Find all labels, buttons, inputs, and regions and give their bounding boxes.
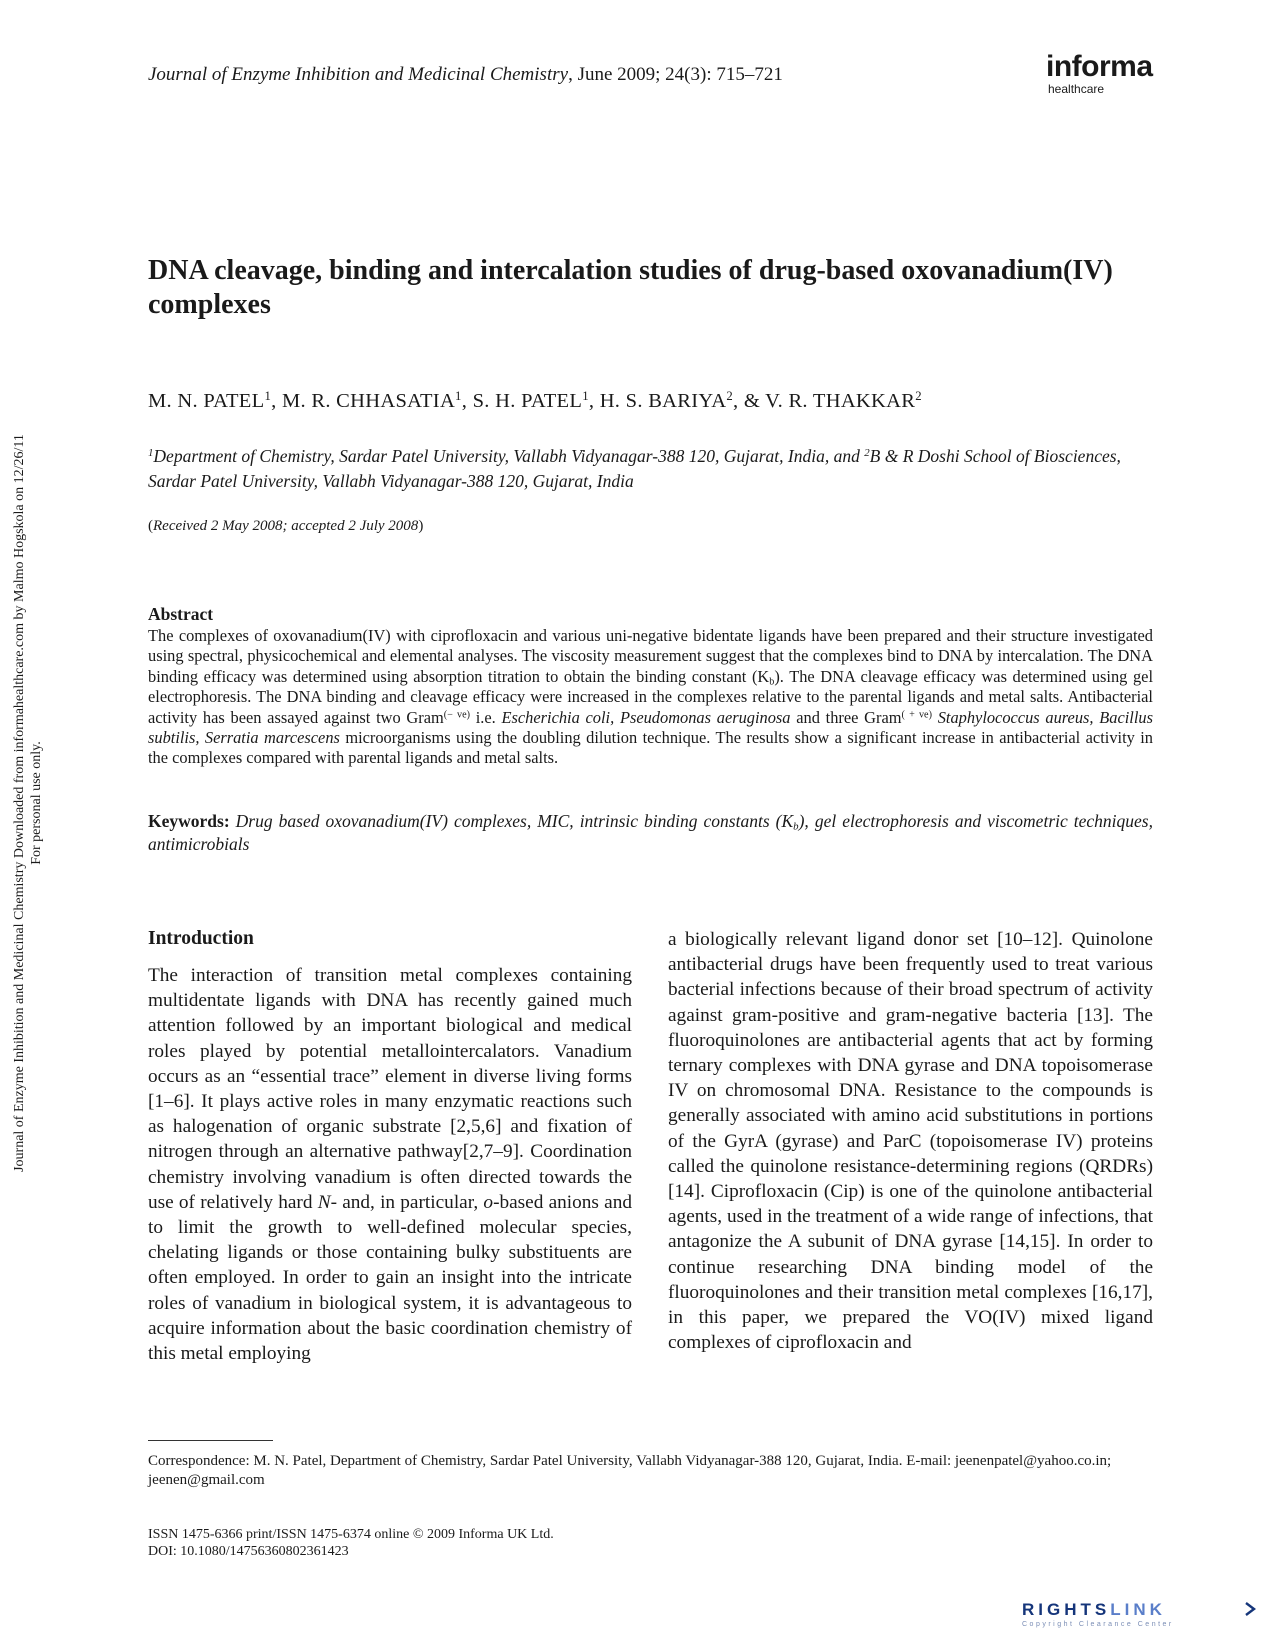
affiliation-text: B & R Doshi School of Biosciences, Sardar Patel University, Vallabh Vidyanagar-388 120, Gujarat, India	[148, 446, 1121, 491]
body-italic: N	[317, 1191, 331, 1213]
correspondence-note: Correspondence: M. N. Patel, Department of Chemistry, Sardar Patel University, Vallabh Vidyanagar-388 120, Gujarat, India. E-mail: jeenenpatel@yahoo.co.in; jeenen@gmail.com	[148, 1453, 1112, 1488]
keywords	[148, 810, 1153, 856]
received-close-paren: )	[418, 518, 424, 534]
informa-healthcare-logo	[1046, 52, 1153, 95]
keywords-text: Drug based oxovanadium(IV) complexes, MIC, intrinsic binding constants (K	[229, 811, 794, 831]
logo-subtitle: healthcare	[1048, 82, 1105, 96]
abstract-superscript: (− ve)	[443, 709, 470, 721]
author-name: M. N. PATEL	[148, 390, 265, 412]
author-separator: ,	[588, 390, 600, 412]
body-text: - and, in particular,	[330, 1191, 484, 1213]
received-dates	[148, 518, 423, 535]
received-open-paren: (	[148, 518, 153, 534]
abstract-heading: Abstract	[148, 604, 214, 624]
author-affiliation-mark: 1	[455, 389, 462, 404]
footnote-rule	[148, 1440, 273, 1441]
author-name: H. S. BARIYA	[599, 390, 727, 412]
abstract-organisms: Escherichia coli, Pseudomonas aeruginosa	[501, 707, 791, 727]
introduction-right-column: a biologically relevant ligand donor set [10–12]. Quinolone antibacterial drugs have been frequently used to treat various bacterial infections because of their broad spectrum of activity against gram-positive and gram-negative bacteria [13]. The fluoroquinolones are antibacterial agents that act by forming ternary complexes with DNA gyrase and DNA topoisomerase IV on chromosomal DNA. Resistance to the compounds is generally associated with amino acid substitutions in portions of the GyrA (gyrase) and ParC (topoisomerase IV) proteins called the quinolone resistance-determining regions (QRDRs) [14]. Ciprofloxacin (Cip) is one of the quinolone antibacterial agents, used in the treatment of a wide range of infections, that antagonize the A subunit of DNA gyrase [14,15]. In order to continue researching DNA binding model of the fluoroquinolones and their transition metal complexes [16,17], in this paper, we prepared the VO(IV) mixed ligand complexes of ciprofloxacin and	[668, 929, 1153, 1354]
journal-name: Journal of Enzyme Inhibition and Medicinal Chemistry	[148, 64, 569, 85]
affiliation-mark: 1	[148, 447, 154, 460]
introduction-heading: Introduction	[148, 928, 254, 949]
author-name: S. H. PATEL	[472, 390, 583, 412]
author-affiliation-mark: 1	[582, 389, 589, 404]
body-text: The interaction of transition metal complexes containing multidentate ligands with DNA has recently gained much attention followed by an important biological and medical roles played by potential metallointercalators. Vanadium occurs as an “essential trace” element in diverse living forms [1–6]. It plays active roles in many enzymatic reactions such as halogenation of organic substrate [2,5,6] and fixation of nitrogen through an alternative pathway[2,7–9]. Coordination chemistry involving vanadium is often directed towards the use of relatively hard	[148, 965, 632, 1213]
body-text: -based anions and to limit the growth to well-defined molecular species, chelating ligands or those containing bulky substituents are often employed. In order to gain an insight into the intricate roles of vanadium in biological system, it is advantageous to acquire information about the basic coordination chemistry of this metal employing	[148, 1191, 632, 1365]
rightslink-wordmark-b: LINK	[1110, 1600, 1166, 1619]
issn-line: ISSN 1475-6366 print/ISSN 1475-6374 online © 2009 Informa UK Ltd.	[148, 1527, 554, 1542]
affiliation-text: Department of Chemistry, Sardar Patel University, Vallabh Vidyanagar-388 120, Gujarat, India, and	[153, 446, 865, 466]
issue-info: , June 2009; 24(3): 715–721	[568, 64, 783, 85]
rightslink-tagline: Copyright Clearance Center	[1022, 1621, 1174, 1628]
keywords-subscript: b	[793, 820, 799, 833]
author-affiliation-mark: 2	[915, 389, 922, 404]
author-separator: ,	[461, 390, 473, 412]
abstract-text: microorganisms using the doubling dilution technique. The results show a significant increase in antibacterial activity in the complexes compared with parental ligands and metal salts.	[148, 728, 1153, 768]
author-affiliation-mark: 2	[726, 389, 733, 404]
author-name: M. R. CHHASATIA	[281, 390, 456, 412]
abstract-text: The complexes of oxovanadium(IV) with ciprofloxacin and various uni-negative bidentate ligands have been prepared and their structure investigated using spectral, physicochemical and elemental analyses. The viscosity measurement suggest that the complexes bind to DNA by intercalation. The DNA binding efficacy was determined using absorption titration to obtain the binding constant (K	[148, 626, 1153, 686]
download-notice-line1: Journal of Enzyme Inhibition and Medicinal Chemistry Downloaded from informahealthcare.com by Malmo Hogskola on 12/26/11	[12, 434, 27, 1172]
received-text: Received 2 May 2008; accepted 2 July 2008	[153, 518, 419, 534]
author-name: V. R. THAKKAR	[765, 390, 916, 412]
author-affiliation-mark: 1	[264, 389, 272, 404]
affiliation-mark: 2	[864, 447, 870, 460]
abstract-text: ). The DNA cleavage efficacy was determined using gel electrophoresis. The DNA binding and cleavage efficacy were increased in the complexes relative to the parental ligands and metal salts. Antibacterial activity has been assayed against two Gram	[148, 666, 1153, 727]
abstract-text: and three Gram	[790, 707, 902, 727]
rightslink-wordmark	[1022, 1600, 1257, 1620]
keywords-label: Keywords:	[148, 811, 230, 831]
abstract-text: i.e.	[469, 707, 502, 727]
author-separator: ,	[271, 390, 282, 412]
article-title: DNA cleavage, binding and intercalation studies of drug-based oxovanadium(IV) complexes	[148, 255, 1113, 320]
download-notice-line2: For personal use only.	[29, 741, 44, 865]
abstract-organisms: Staphylococcus aureus, Bacillus subtilis, Serratia marcescens	[148, 707, 1153, 748]
abstract-subscript: b	[769, 676, 775, 688]
introduction-left-column	[148, 963, 632, 1366]
author-list	[148, 390, 922, 413]
download-notice-text	[11, 434, 45, 1172]
keywords-text: ), gel electrophoresis and viscometric techniques, antimicrobials	[148, 811, 1153, 854]
rightslink-wordmark-a: RIGHTS	[1022, 1600, 1111, 1619]
body-italic: o	[483, 1191, 494, 1213]
doi-line: DOI: 10.1080/14756360802361423	[148, 1544, 349, 1559]
abstract-superscript: ( + ve)	[901, 709, 932, 721]
journal-citation	[148, 64, 783, 86]
download-notice	[6, 338, 50, 1268]
logo-wordmark: informa	[1046, 50, 1153, 83]
abstract-body	[148, 626, 1153, 769]
publication-info	[148, 1526, 554, 1560]
chevron-right-icon	[1244, 1602, 1256, 1616]
author-separator: , &	[732, 390, 766, 412]
affiliations	[148, 444, 1153, 494]
rightslink-logo[interactable]	[1022, 1600, 1257, 1640]
